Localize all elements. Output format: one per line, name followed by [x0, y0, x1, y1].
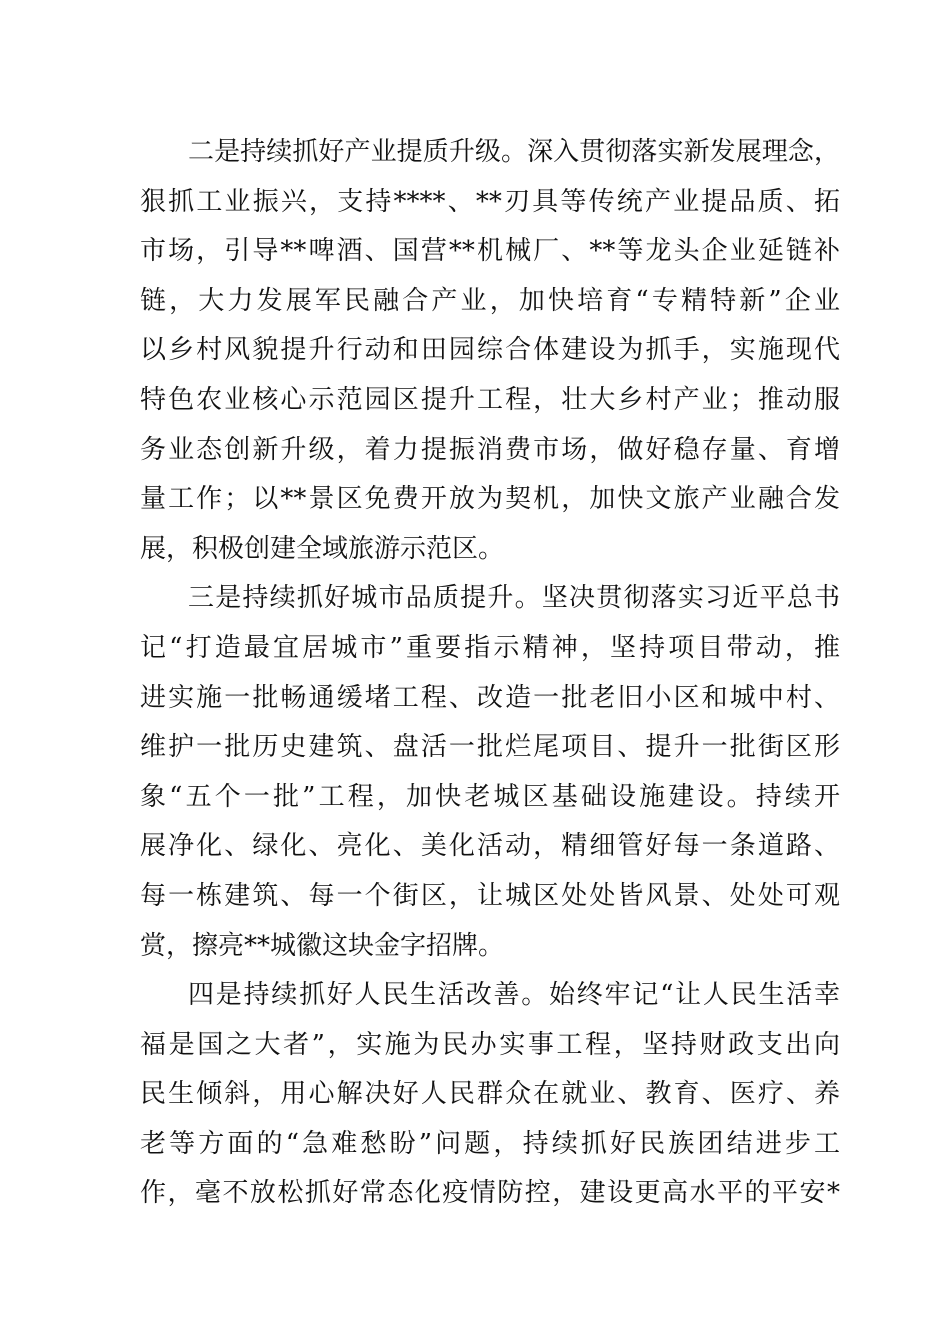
text-line: 福是国之大者”，实施为民办实事工程，坚持财政支出向: [140, 1029, 840, 1060]
text-line: 每一栋建筑、每一个街区，让城区处处皆风景、处处可观: [140, 880, 840, 911]
text-line: 展，积极创建全域旅游示范区。: [140, 533, 505, 564]
text-line: 四是持续抓好人民生活改善。始终牢记“让人民生活幸: [188, 980, 840, 1011]
text-line: 二是持续抓好产业提质升级。深入贯彻落实新发展理念，: [188, 137, 840, 167]
text-line: 作，毫不放松抓好常态化疫情防控，建设更高水平的平安*: [140, 1178, 840, 1209]
text-line: 务业态创新升级，着力提振消费市场，做好稳存量、育增: [140, 434, 840, 465]
text-line: 记“打造最宜居城市”重要指示精神，坚持项目带动，推: [140, 632, 840, 663]
text-line: 量工作；以**景区免费开放为契机，加快文旅产业融合发: [140, 484, 840, 515]
text-line: 市场，引导**啤酒、国营**机械厂、**等龙头企业延链补: [140, 236, 840, 267]
text-line: 老等方面的“急难愁盼”问题，持续抓好民族团结进步工: [140, 1128, 840, 1159]
text-line: 链，大力发展军民融合产业，加快培育“专精特新”企业: [140, 285, 840, 316]
text-line: 狠抓工业振兴，支持****、**刃具等传统产业提品质、拓: [140, 186, 840, 217]
text-line: 民生倾斜，用心解决好人民群众在就业、教育、医疗、养: [140, 1079, 840, 1110]
paragraph-city: [140, 574, 840, 971]
text-line: 特色农业核心示范园区提升工程，壮大乡村产业；推动服: [140, 384, 840, 415]
text-line: 三是持续抓好城市品质提升。坚决贯彻落实习近平总书: [188, 583, 840, 614]
paragraph-industry: [140, 128, 840, 574]
text-line: 进实施一批畅通缓堵工程、改造一批老旧小区和城中村、: [140, 682, 840, 713]
text-line: 以乡村风貌提升行动和田园综合体建设为抓手，实施现代: [140, 335, 840, 366]
text-line: 展净化、绿化、亮化、美化活动，精细管好每一条道路、: [140, 831, 840, 862]
text-line: 维护一批历史建筑、盘活一批烂尾项目、提升一批街区形: [140, 732, 840, 763]
text-line: 赏，擦亮**城徽这块金字招牌。: [140, 930, 505, 961]
paragraph-livelihood: [140, 971, 840, 1219]
text-line: 象“五个一批”工程，加快老城区基础设施建设。持续开: [140, 781, 840, 812]
document-body: [140, 128, 840, 1219]
